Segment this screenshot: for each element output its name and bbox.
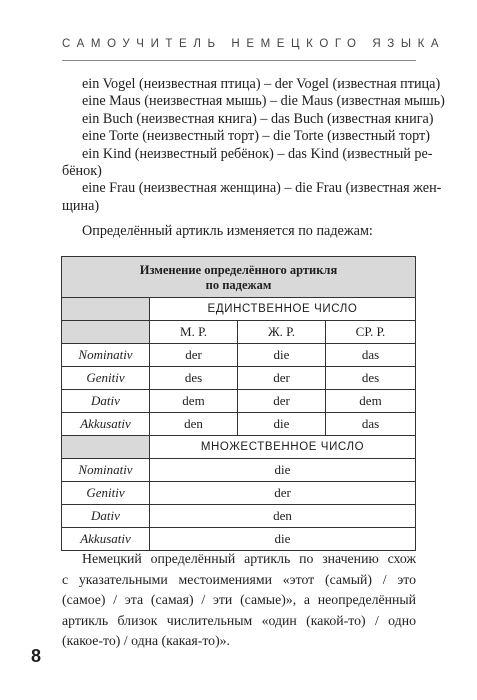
- paragraph-line: Немецкий определённый артикль по значению схож: [82, 551, 416, 566]
- table-title: [62, 257, 416, 298]
- singular-heading: ЕДИНСТВЕННОЕ ЧИСЛО: [150, 298, 416, 321]
- article-cell: die: [238, 413, 326, 436]
- article-cell: der: [150, 482, 416, 505]
- article-cell: den: [150, 413, 238, 436]
- example-line: eine Frau (неизвестная женщина) – die Frau (известная жен-: [82, 180, 442, 197]
- paragraph-line: (самое) / эта (самая) / эти (самые)», а неопределённый: [62, 592, 416, 608]
- case-label: Dativ: [62, 390, 150, 413]
- example-line: ein Vogel (неизвестная птица) – der Vogel (известная птица): [82, 76, 441, 92]
- gender-header: СР. Р.: [326, 321, 416, 344]
- article-examples: [62, 76, 445, 215]
- article-cell: die: [238, 344, 326, 367]
- example-line: eine Torte (неизвестный торт) – die Torte (известный торт): [82, 128, 430, 145]
- paragraph-line: артикль близок числительным «один (какой-то) / одно: [62, 612, 416, 628]
- table-row: [62, 528, 416, 551]
- example-line-continuation: щина): [62, 197, 100, 214]
- table-title-line: по падежам: [205, 278, 272, 292]
- lead-sentence: Определённый артикль изменяется по падежам:: [82, 223, 373, 239]
- article-cell: der: [238, 367, 326, 390]
- body-paragraph: [62, 549, 416, 652]
- running-header: САМОУЧИТЕЛЬ НЕМЕЦКОГО ЯЗЫКА: [62, 38, 446, 50]
- table-corner-cell: [62, 298, 150, 321]
- table-row: [62, 367, 416, 390]
- table-row: [62, 482, 416, 505]
- paragraph-line: с указательными местоимениями «этот (самый) / это: [62, 571, 416, 587]
- gender-header: М. Р.: [150, 321, 238, 344]
- case-label: Nominativ: [62, 459, 150, 482]
- table-corner-cell: [62, 436, 150, 459]
- case-label: Genitiv: [62, 482, 150, 505]
- table-row: [62, 459, 416, 482]
- table-row: [62, 413, 416, 436]
- table-title-line: Изменение определённого артикля: [139, 263, 338, 277]
- article-cell: dem: [326, 390, 416, 413]
- example-line: ein Buch (неизвестная книга) – das Buch (известная книга): [82, 110, 434, 127]
- article-cell: dem: [150, 390, 238, 413]
- article-cell: die: [150, 459, 416, 482]
- example-line: eine Maus (неизвестная мышь) – die Maus (известная мышь): [82, 93, 445, 110]
- page-number: 8: [31, 646, 42, 666]
- table-row: [62, 390, 416, 413]
- article-cell: des: [326, 367, 416, 390]
- example-line-continuation: бёнок): [62, 163, 102, 180]
- article-cell: den: [150, 505, 416, 528]
- case-label: Genitiv: [62, 367, 150, 390]
- table-row: [62, 344, 416, 367]
- article-cell: das: [326, 413, 416, 436]
- case-label: Nominativ: [62, 344, 150, 367]
- table-corner-cell: [62, 321, 150, 344]
- article-cell: das: [326, 344, 416, 367]
- case-label: Akkusativ: [62, 528, 150, 551]
- plural-heading: МНОЖЕСТВЕННОЕ ЧИСЛО: [150, 436, 416, 459]
- article-cell: die: [150, 528, 416, 551]
- article-cell: des: [150, 367, 238, 390]
- header-divider: [62, 60, 416, 61]
- article-cell: der: [238, 390, 326, 413]
- example-line: ein Kind (неизвестный ребёнок) – das Kind (известный ре-: [82, 145, 433, 162]
- article-cell: der: [150, 344, 238, 367]
- case-label: Akkusativ: [62, 413, 150, 436]
- paragraph-line: (какое-то) / одна (какая-то)».: [62, 633, 231, 649]
- declension-table: [61, 256, 416, 551]
- case-label: Dativ: [62, 505, 150, 528]
- table-row: [62, 505, 416, 528]
- gender-header: Ж. Р.: [238, 321, 326, 344]
